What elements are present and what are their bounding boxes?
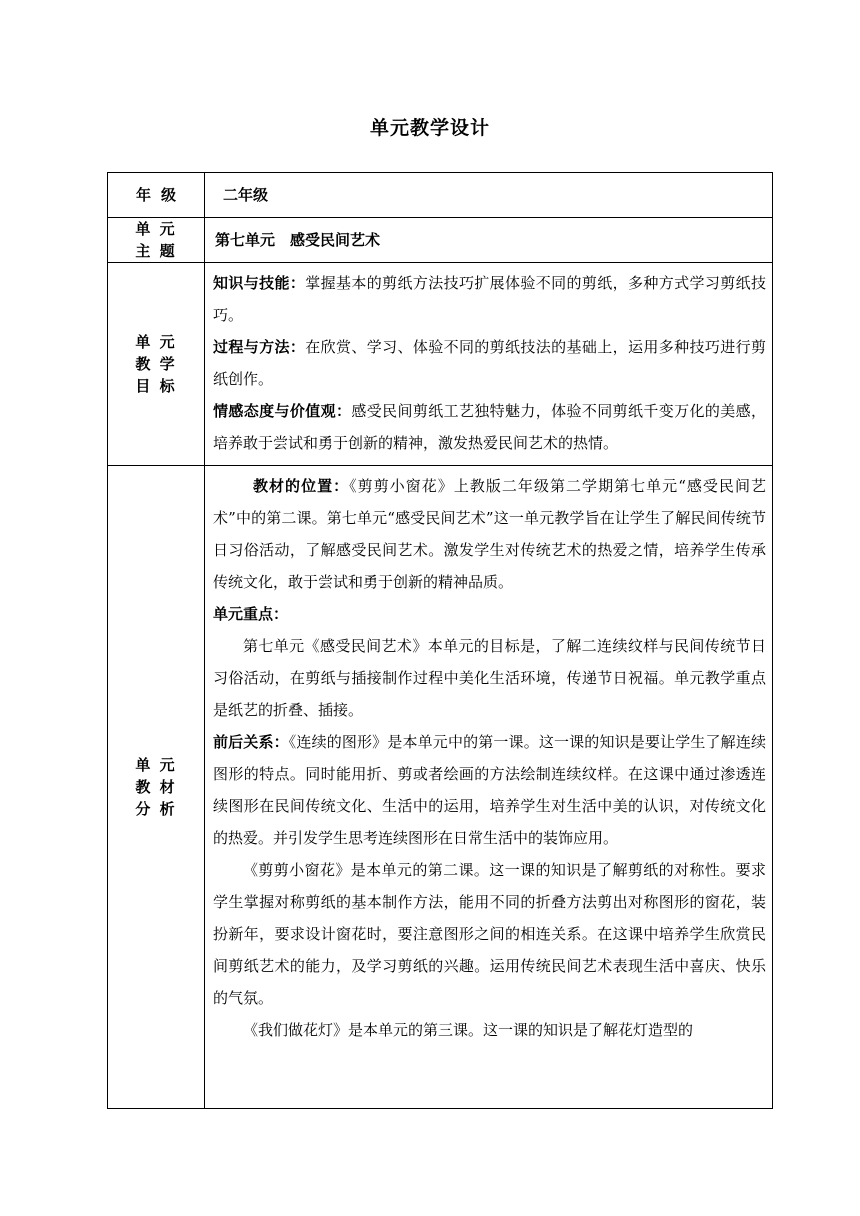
analysis-focus-heading: 单元重点： [213, 605, 289, 623]
goal-emotion-text: 感受民间剪纸工艺独特魅力，体验不同剪纸千变万化的美感，培养敢于尝试和勇于创新的精神，激发热爱民间艺术的热情。 [213, 402, 766, 452]
goal-emotion [213, 395, 766, 459]
goal-process-heading: 过程与方法： [213, 338, 306, 356]
grade-label: 年 级 [135, 186, 177, 204]
grade-value: 二年级 [223, 186, 269, 204]
analysis-focus-text: 第七单元《感受民间艺术》本单元的目标是，了解二连续纹样与民间传统节日习俗活动，在剪纸与插接制作过程中美化生活环境，传递节日祝福。单元教学重点是纸艺的折叠、插接。 [213, 637, 766, 719]
grade-label-cell [108, 173, 205, 218]
analysis-content-cell [205, 466, 773, 1109]
analysis-relation [213, 726, 766, 854]
goal-knowledge-text: 掌握基本的剪纸方法技巧扩展体验不同的剪纸，多种方式学习剪纸技巧。 [213, 274, 766, 324]
theme-value: 第七单元 感受民间艺术 [215, 231, 381, 249]
analysis-relation-heading: 前后关系： [213, 733, 289, 751]
goal-emotion-heading: 情感态度与价值观： [213, 402, 352, 420]
goal-knowledge [213, 267, 766, 331]
theme-value-cell [205, 218, 773, 263]
grade-row [108, 173, 773, 218]
analysis-lesson2: 《剪剪小窗花》是本单元的第二课。这一课的知识是了解剪纸的对称性。要求学生掌握对称剪纸的基本制作方法，能用不同的折叠方法剪出对称图形的窗花，装扮新年，要求设计窗花时，要注意图形之间的相连关系。在这课中培养学生欣赏民间剪纸艺术的能力，及学习剪纸的兴趣。运用传统民间艺术表现生活中喜庆、快乐的气氛。 [213, 861, 766, 1007]
goals-row [108, 263, 773, 466]
analysis-position-text: 《剪剪小窗花》上教版二年级第二学期第七单元“感受民间艺术”中的第二课。第七单元“感受民间艺术”这一单元教学旨在让学生了解民间传统节日习俗活动，了解感受民间艺术。激发学生对传统艺术的热爱之情，培养学生传承传统文化，敢于尝试和勇于创新的精神品质。 [213, 477, 766, 591]
analysis-row [108, 466, 773, 1109]
grade-value-cell [205, 173, 773, 218]
theme-label: 单 元 主 题 [135, 220, 177, 260]
analysis-label: 单 元 教 材 分 析 [135, 756, 177, 818]
analysis-lesson3: 《我们做花灯》是本单元的第三课。这一课的知识是了解花灯造型的 [243, 1021, 694, 1039]
goal-process-text: 在欣赏、学习、体验不同的剪纸技法的基础上，运用多种技巧进行剪纸创作。 [213, 338, 766, 388]
document-title: 单元教学设计 [369, 117, 490, 139]
analysis-position [213, 470, 766, 598]
analysis-label-cell [108, 466, 205, 1109]
analysis-relation-text: 《连续的图形》是本单元中的第一课。这一课的知识是要让学生了解连续图形的特点。同时能用折、剪或者绘画的方法绘制连续纹样。在这课中通过渗透连续图形在民间传统文化、生活中的运用，培养学生对生活中美的认识，对传统文化的热爱。并引发学生思考连续图形在日常生活中的装饰应用。 [213, 733, 766, 847]
goals-label: 单 元 教 学 目 标 [135, 333, 177, 395]
goals-label-cell [108, 263, 205, 466]
analysis-focus-heading-line [213, 598, 766, 630]
goal-process [213, 331, 766, 395]
goal-knowledge-heading: 知识与技能： [213, 274, 306, 292]
analysis-position-heading: 教材的位置： [253, 477, 350, 495]
goals-content-cell [205, 263, 773, 466]
theme-row [108, 218, 773, 263]
unit-plan-table [107, 172, 773, 1109]
theme-label-cell [108, 218, 205, 263]
